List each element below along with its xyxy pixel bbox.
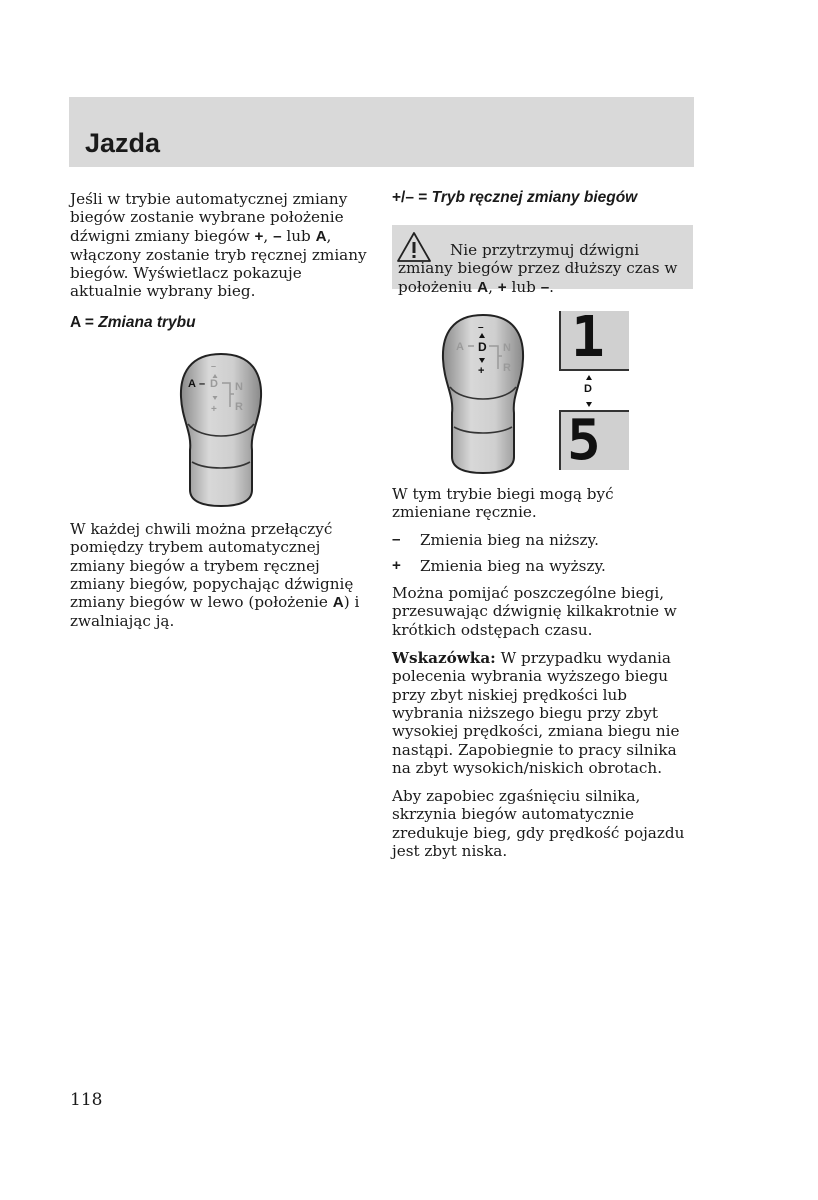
knob-label-r: R — [235, 401, 243, 413]
knob-label-minus: – — [478, 322, 484, 333]
intro-paragraph: Jeśli w trybie automatycznej zmiany biegów zostanie wybrane położenie dźwigni zmiany biegów +, – lub A, włączony zostanie tryb ręcznej zmiany biegów. Wyświetlacz pokazuje aktualnie wybrany bieg. — [70, 190, 367, 301]
knob-label-a: A — [188, 378, 196, 390]
page-header — [69, 97, 694, 167]
display-shift-arrows — [582, 374, 596, 408]
list-item-symbol: – — [392, 530, 401, 548]
list-item-text: Zmienia bieg na niższy. — [420, 530, 599, 549]
knob-label-dash: – — [199, 378, 206, 390]
knob-label-plus: + — [478, 365, 485, 377]
gear-display-bottom — [559, 408, 629, 473]
gear-knob-mode-illustration — [178, 352, 264, 508]
manual-mode-paragraph: W tym trybie biegi mogą być zmieniane ręcznie. — [392, 485, 614, 522]
list-item-text: Zmienia bieg na wyższy. — [420, 556, 606, 575]
note-label: Wskazówka: — [392, 649, 496, 668]
note-paragraph: Wskazówka: W przypadku wydania polecenia wybrania wyższego biegu przy zbyt niskiej prędkości lub wybrania niższego biegu przy zbyt wysokiej prędkości, zmiana biegu nie nastąpi. Zapobiegnie to pracy silnika na zbyt wysokich/niskich obrotach. — [392, 649, 680, 777]
knob-label-d: D — [478, 340, 487, 354]
knob-label-n: N — [235, 381, 243, 393]
subheading-mode-change: A = Zmiana trybu — [70, 313, 196, 331]
knob-label-n: N — [503, 342, 511, 354]
knob-label-minus: – — [211, 361, 217, 371]
warning-text: Nie przytrzymuj dźwigni zmiany biegów przez dłuższy czas w położeniu A, + lub –. — [398, 241, 678, 296]
list-item — [392, 557, 694, 575]
downshift-paragraph: Aby zapobiec zgaśnięciu silnika, skrzynia biegów automatycznie zredukuje bieg, gdy prędkość pojazdu jest zbyt niska. — [392, 787, 685, 861]
page-title: Jazda — [85, 128, 161, 158]
list-item-symbol: + — [392, 556, 401, 574]
right-column-top — [392, 189, 694, 207]
knob-label-d: D — [210, 378, 218, 390]
skip-gears-paragraph: Można pomijać poszczególne biegi, przesuwając dźwignię kilkakrotnie w krótkich odstępach czasu. — [392, 584, 677, 639]
gear-display-top — [559, 305, 629, 371]
knob-label-plus: + — [211, 404, 217, 415]
mode-switch-paragraph: W każdej chwili można przełączyć pomiędzy trybem automatycznej zmiany biegów a trybem ręcznej zmiany biegów, popychając dźwignię zmiany biegów w lewo (położenie A) i zwalniając ją. — [70, 520, 360, 631]
knob-label-r: R — [503, 362, 511, 374]
list-item — [392, 531, 694, 549]
subheading-manual-mode: +/– = Tryb ręcznej zmiany biegów — [392, 189, 638, 206]
left-column — [70, 190, 370, 332]
gear-display-value: 1 — [571, 305, 605, 370]
gear-change-list — [392, 531, 694, 576]
right-column-body — [392, 485, 694, 860]
gear-knob-manual-illustration — [440, 313, 526, 475]
gear-display-value: 5 — [567, 408, 601, 473]
warning-box — [392, 225, 693, 296]
left-column-bottom — [70, 520, 370, 631]
display-mid-label: D — [584, 383, 592, 395]
knob-label-a: A — [456, 341, 464, 353]
page-number: 118 — [70, 1090, 103, 1110]
